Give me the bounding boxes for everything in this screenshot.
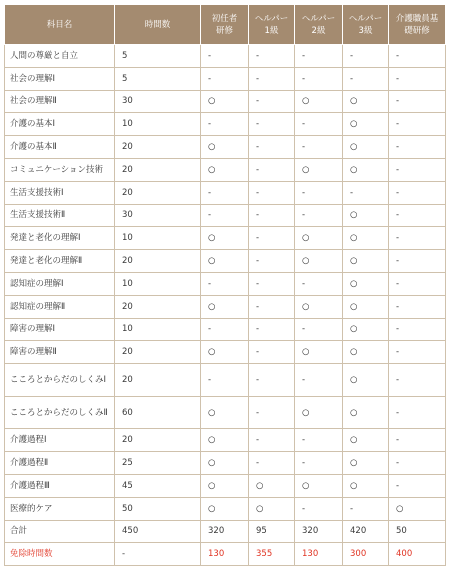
curriculum-exemption-table [4,4,446,566]
mark-cell: - [389,158,446,181]
header-helper3: ヘルパー 3級 [343,5,389,45]
mark-cell: - [389,341,446,364]
mark-cell: - [389,295,446,318]
mark-cell: ○ [343,158,389,181]
table-row [5,429,446,452]
mark-cell: - [249,318,295,341]
mark-cell: ○ [343,364,389,397]
hours-cell: 25 [115,452,201,475]
mark-cell: ○ [201,158,249,181]
mark-cell: ○ [201,136,249,159]
mark-cell: 95 [249,520,295,543]
table-row [5,90,446,113]
subject-cell: 介護過程Ⅰ [5,429,115,452]
table-row [5,204,446,227]
hours-cell: 5 [115,45,201,68]
mark-cell: - [249,113,295,136]
hours-cell: 45 [115,474,201,497]
hours-cell: 20 [115,181,201,204]
hours-cell: 10 [115,113,201,136]
mark-cell: ○ [343,295,389,318]
mark-cell: ○ [343,318,389,341]
mark-cell: - [295,429,343,452]
mark-cell: 420 [343,520,389,543]
table-row [5,250,446,273]
mark-cell: ○ [343,227,389,250]
header-helper2: ヘルパー 2級 [295,5,343,45]
mark-cell: ○ [295,158,343,181]
mark-cell: - [295,272,343,295]
subject-cell: 介護過程Ⅲ [5,474,115,497]
table-row [5,158,446,181]
table-row [5,136,446,159]
subject-cell: 認知症の理解Ⅰ [5,272,115,295]
subject-cell: こころとからだのしくみⅠ [5,364,115,397]
mark-cell: - [343,181,389,204]
hours-cell: - [115,543,201,566]
subject-cell: 生活支援技術Ⅰ [5,181,115,204]
subject-cell: 介護の基本Ⅱ [5,136,115,159]
mark-cell: - [389,396,446,429]
mark-cell: - [389,452,446,475]
mark-cell: ○ [295,295,343,318]
hours-cell: 30 [115,90,201,113]
table-row [5,543,446,566]
subject-cell: 障害の理解Ⅱ [5,341,115,364]
hours-cell: 20 [115,158,201,181]
table-row [5,318,446,341]
mark-cell: - [389,45,446,68]
hours-cell: 20 [115,136,201,159]
mark-cell: - [295,45,343,68]
mark-cell: - [389,67,446,90]
mark-cell: 130 [201,543,249,566]
mark-cell: ○ [343,250,389,273]
mark-cell: 300 [343,543,389,566]
subject-cell: 介護過程Ⅱ [5,452,115,475]
table-row [5,497,446,520]
mark-cell: - [295,113,343,136]
mark-cell: - [201,113,249,136]
mark-cell: - [249,90,295,113]
mark-cell: 50 [389,520,446,543]
hours-cell: 20 [115,364,201,397]
subject-cell: 発達と老化の理解Ⅱ [5,250,115,273]
header-helper1: ヘルパー 1級 [249,5,295,45]
header-shoninsha: 初任者 研修 [201,5,249,45]
mark-cell: ○ [201,227,249,250]
subject-cell: 合計 [5,520,115,543]
mark-cell: - [249,364,295,397]
mark-cell: ○ [295,250,343,273]
mark-cell: 400 [389,543,446,566]
mark-cell: - [249,67,295,90]
mark-cell: - [249,272,295,295]
hours-cell: 10 [115,227,201,250]
header-hours: 時間数 [115,5,201,45]
mark-cell: - [389,181,446,204]
mark-cell: - [249,295,295,318]
mark-cell: 320 [201,520,249,543]
table-body [5,45,446,566]
mark-cell: ○ [295,227,343,250]
mark-cell: - [249,181,295,204]
mark-cell: - [295,497,343,520]
mark-cell: ○ [295,341,343,364]
table-row [5,67,446,90]
hours-cell: 450 [115,520,201,543]
mark-cell: ○ [343,113,389,136]
subject-cell: 人間の尊厳と自立 [5,45,115,68]
subject-cell: 免除時間数 [5,543,115,566]
mark-cell: ○ [343,396,389,429]
table-row [5,396,446,429]
subject-cell: コミュニケーション技術 [5,158,115,181]
subject-cell: 介護の基本Ⅰ [5,113,115,136]
subject-cell: 生活支援技術Ⅱ [5,204,115,227]
table-row [5,272,446,295]
mark-cell: - [249,227,295,250]
mark-cell: ○ [295,396,343,429]
mark-cell: - [249,452,295,475]
subject-cell: 発達と老化の理解Ⅰ [5,227,115,250]
table-row [5,181,446,204]
subject-cell: 障害の理解Ⅰ [5,318,115,341]
mark-cell: - [249,158,295,181]
hours-cell: 50 [115,497,201,520]
table-row [5,364,446,397]
mark-cell: 320 [295,520,343,543]
mark-cell: ○ [201,90,249,113]
mark-cell: - [249,204,295,227]
mark-cell: - [295,364,343,397]
mark-cell: ○ [343,341,389,364]
mark-cell: - [201,181,249,204]
mark-cell: ○ [201,474,249,497]
mark-cell: - [201,272,249,295]
table-row [5,45,446,68]
subject-cell: 社会の理解Ⅰ [5,67,115,90]
hours-cell: 20 [115,341,201,364]
hours-cell: 10 [115,272,201,295]
mark-cell: ○ [201,295,249,318]
mark-cell: - [295,181,343,204]
hours-cell: 30 [115,204,201,227]
mark-cell: ○ [343,272,389,295]
mark-cell: ○ [343,452,389,475]
mark-cell: - [295,452,343,475]
mark-cell: - [201,364,249,397]
mark-cell: - [389,204,446,227]
subject-cell: 医療的ケア [5,497,115,520]
subject-cell: 社会の理解Ⅱ [5,90,115,113]
mark-cell: ○ [295,90,343,113]
mark-cell: ○ [249,474,295,497]
mark-cell: - [389,227,446,250]
mark-cell: - [389,272,446,295]
mark-cell: - [389,250,446,273]
table-row [5,113,446,136]
mark-cell: - [201,204,249,227]
mark-cell: ○ [201,396,249,429]
hours-cell: 5 [115,67,201,90]
mark-cell: - [249,396,295,429]
mark-cell: ○ [343,90,389,113]
mark-cell: - [389,474,446,497]
mark-cell: - [389,113,446,136]
mark-cell: ○ [343,474,389,497]
mark-cell: ○ [343,136,389,159]
mark-cell: - [389,429,446,452]
table-row [5,227,446,250]
header-subject: 科目名 [5,5,115,45]
mark-cell: - [389,318,446,341]
mark-cell: - [201,67,249,90]
table-row [5,452,446,475]
mark-cell: 130 [295,543,343,566]
mark-cell: - [249,136,295,159]
mark-cell: - [249,341,295,364]
mark-cell: ○ [343,429,389,452]
mark-cell: - [343,497,389,520]
table-row [5,341,446,364]
mark-cell: - [295,67,343,90]
mark-cell: 355 [249,543,295,566]
mark-cell: - [389,136,446,159]
hours-cell: 10 [115,318,201,341]
table-header-row [5,5,446,45]
mark-cell: - [389,364,446,397]
table-row [5,474,446,497]
mark-cell: - [201,318,249,341]
mark-cell: ○ [201,429,249,452]
mark-cell: ○ [343,204,389,227]
mark-cell: ○ [201,250,249,273]
table-row [5,295,446,318]
mark-cell: - [249,429,295,452]
mark-cell: ○ [201,341,249,364]
hours-cell: 20 [115,295,201,318]
mark-cell: - [249,250,295,273]
mark-cell: - [295,204,343,227]
mark-cell: - [343,67,389,90]
mark-cell: - [343,45,389,68]
mark-cell: - [389,90,446,113]
hours-cell: 20 [115,429,201,452]
mark-cell: ○ [201,452,249,475]
mark-cell: - [249,45,295,68]
mark-cell: ○ [295,474,343,497]
subject-cell: こころとからだのしくみⅡ [5,396,115,429]
hours-cell: 20 [115,250,201,273]
mark-cell: - [295,136,343,159]
mark-cell: - [201,45,249,68]
mark-cell: ○ [249,497,295,520]
subject-cell: 認知症の理解Ⅱ [5,295,115,318]
mark-cell: ○ [389,497,446,520]
header-kiso: 介護職員基 礎研修 [389,5,446,45]
curriculum-table-wrapper [4,4,445,566]
table-row [5,520,446,543]
mark-cell: - [295,318,343,341]
hours-cell: 60 [115,396,201,429]
mark-cell: ○ [201,497,249,520]
